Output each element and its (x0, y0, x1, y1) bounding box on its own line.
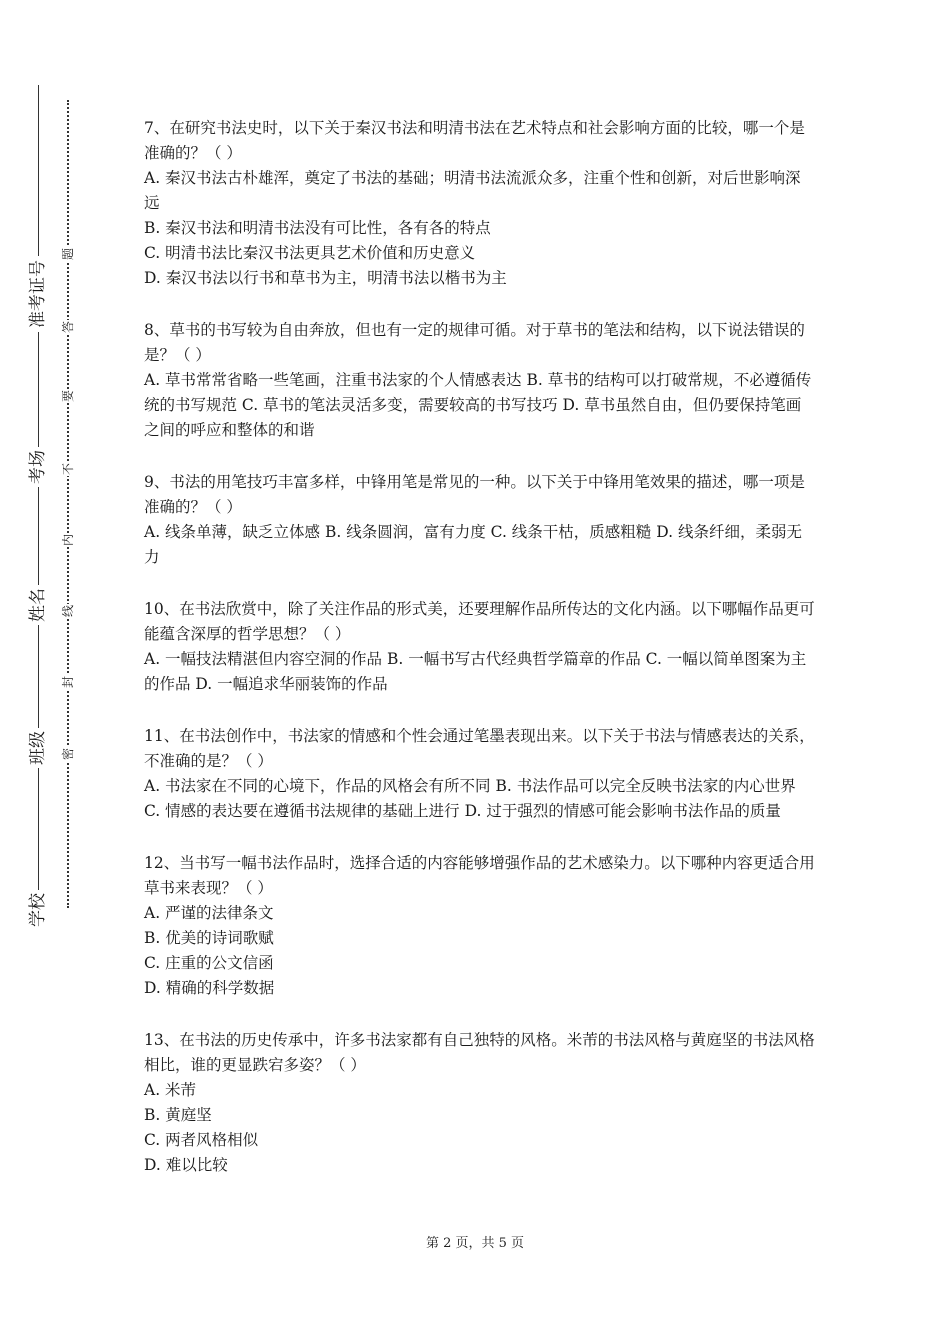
option-c: C. 明清书法比秦汉书法更具艺术价值和历史意义 (144, 244, 476, 262)
seal-char: 答 (61, 321, 75, 334)
question-9 (144, 470, 816, 570)
question-stem: 12、当书写一幅书法作品时，选择合适的内容能够增强作品的艺术感染力。以下哪种内容更适合用草书来表现？（ ） (144, 854, 815, 897)
question-13 (144, 1028, 816, 1178)
question-stem: 7、在研究书法史时，以下关于秦汉书法和明清书法在艺术特点和社会影响方面的比较，哪一个是准确的？（ ） (144, 119, 805, 162)
options-inline: A. 一幅技法精湛但内容空洞的作品 B. 一幅书写古代经典哲学篇章的作品 C. 一幅以简单图案为主的作品 D. 一幅追求华丽装饰的作品 (144, 650, 807, 693)
binding-solid-line (38, 85, 39, 930)
exam-room-label: 考场 (26, 447, 50, 487)
question-stem: 13、在书法的历史传承中，许多书法家都有自己独特的风格。米芾的书法风格与黄庭坚的书法风格相比，谁的更显跌宕多姿？（ ） (144, 1031, 815, 1074)
option-a: A. 米芾 (144, 1081, 197, 1099)
option-d: D. 精确的科学数据 (144, 979, 275, 997)
seal-char: 密 (61, 748, 75, 761)
seal-char: 题 (61, 248, 75, 261)
page-number: 第 2 页，共 5 页 (425, 1236, 525, 1251)
option-b: B. 秦汉书法和明清书法没有可比性，各有各的特点 (144, 219, 491, 237)
question-stem: 11、在书法创作中，书法家的情感和个性会通过笔墨表现出来。以下关于书法与情感表达的关系，不准确的是？（ ） (144, 727, 815, 770)
school-label: 学校 (26, 890, 50, 930)
binding-dotted-line (67, 100, 69, 908)
option-c: C. 两者风格相似 (144, 1131, 259, 1149)
class-label: 班级 (26, 728, 50, 768)
option-a: A. 秦汉书法古朴雄浑，奠定了书法的基础；明清书法流派众多，注重个性和创新，对后世影响深远 (144, 169, 801, 212)
option-d: D. 秦汉书法以行书和草书为主，明清书法以楷书为主 (144, 269, 507, 287)
option-a: A. 严谨的法律条文 (144, 904, 274, 922)
question-stem: 9、书法的用笔技巧丰富多样，中锋用笔是常见的一种。以下关于中锋用笔效果的描述，哪一项是准确的？（ ） (144, 473, 805, 516)
question-11 (144, 724, 816, 824)
question-8 (144, 318, 816, 443)
question-7 (144, 116, 816, 291)
seal-char: 不 (61, 463, 75, 476)
seal-char: 封 (61, 676, 75, 689)
options-inline: A. 书法家在不同的心境下，作品的风格会有所不同 B. 书法作品可以完全反映书法家的内心世界 C. 情感的表达要在遵循书法规律的基础上进行 D. 过于强烈的情感可能会影响书法作品的质量 (144, 777, 796, 820)
option-b: B. 优美的诗词歌赋 (144, 929, 274, 947)
options-inline: A. 线条单薄，缺乏立体感 B. 线条圆润，富有力度 C. 线条干枯，质感粗糙 D. 线条纤细，柔弱无力 (144, 523, 802, 566)
options-inline: A. 草书常常省略一些笔画，注重书法家的个人情感表达 B. 草书的结构可以打破常规，不必遵循传统的书写规范 C. 草书的笔法灵活多变，需要较高的书写技巧 D. 草书虽然自由，但仍要保持笔画之间的呼应和整体的和谐 (144, 371, 812, 439)
option-d: D. 难以比较 (144, 1156, 228, 1174)
question-stem: 10、在书法欣赏中，除了关注作品的形式美，还要理解作品所传达的文化内涵。以下哪幅作品更可能蕴含深厚的哲学思想？（ ） (144, 600, 815, 643)
question-12 (144, 851, 816, 1001)
seal-char: 内 (61, 534, 75, 547)
seal-char: 要 (61, 390, 75, 403)
seal-char: 线 (61, 605, 75, 618)
exam-number-label: 准考证号 (26, 256, 50, 332)
option-b: B. 黄庭坚 (144, 1106, 212, 1124)
question-stem: 8、草书的书写较为自由奔放，但也有一定的规律可循。对于草书的笔法和结构，以下说法错误的是？（ ） (144, 321, 805, 364)
question-list (144, 116, 816, 1205)
name-label: 姓名 (26, 585, 50, 625)
binding-strip (0, 0, 110, 1344)
option-c: C. 庄重的公文信函 (144, 954, 274, 972)
question-10 (144, 597, 816, 697)
